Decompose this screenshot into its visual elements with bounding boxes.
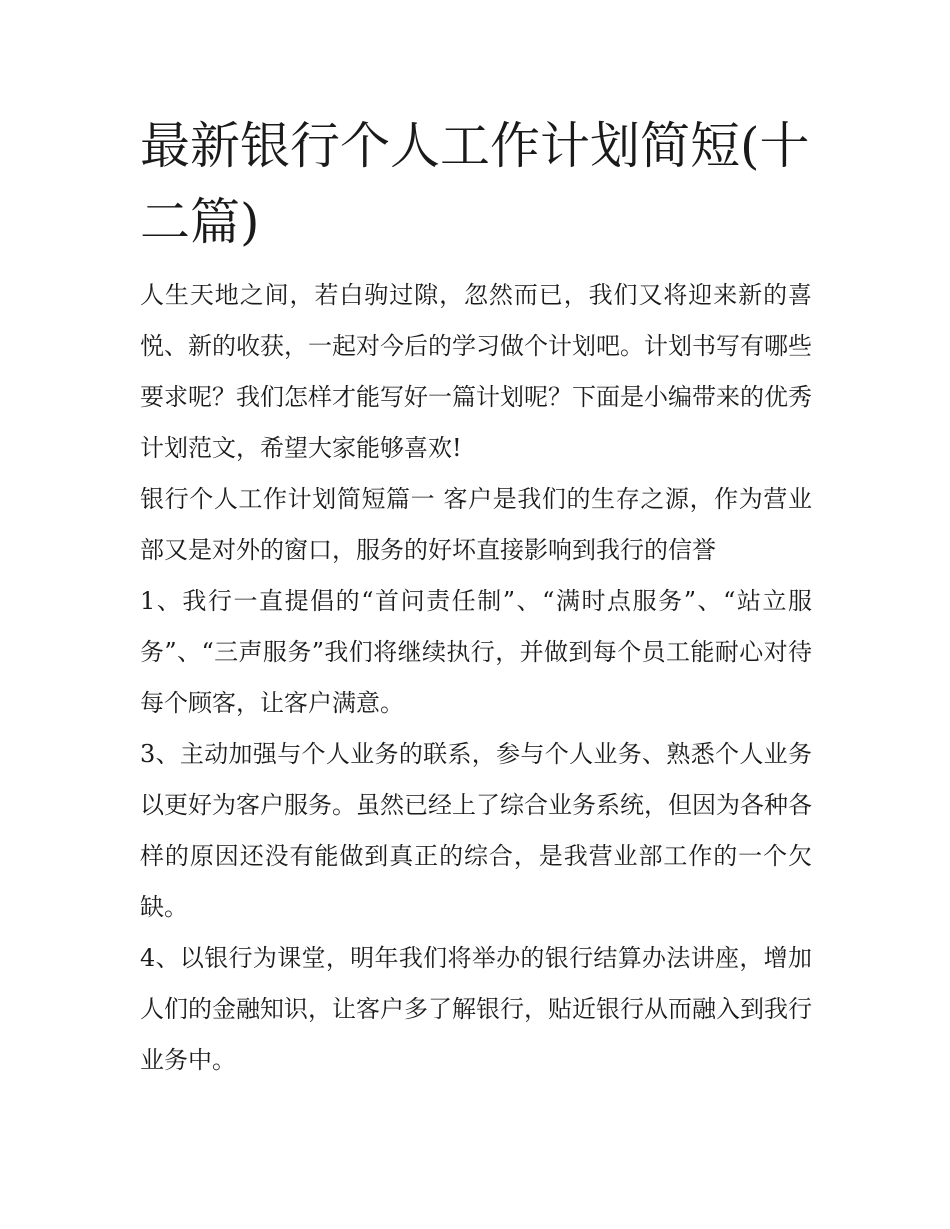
document-page [140,108,812,1086]
paragraph-section-one: 银行个人工作计划简短篇一 客户是我们的生存之源，作为营业部又是对外的窗口，服务的好坏直接影响到我行的信誉 [140,485,812,564]
paragraph-intro: 人生天地之间，若白驹过隙，忽然而已，我们又将迎来新的喜悦、新的收获，一起对今后的学习做个计划吧。计划书写有哪些要求呢？我们怎样才能写好一篇计划呢？下面是小编带来的优秀计划范文，希望大家能够喜欢! [140,281,812,462]
paragraph-item-1: 1、我行一直提倡的“首问责任制”、“满时点服务”、“站立服务”、“三声服务”我们将继续执行，并做到每个员工能耐心对待每个顾客，让客户满意。 [140,587,812,717]
paragraph-item-4: 4、以银行为课堂，明年我们将举办的银行结算办法讲座，增加人们的金融知识，让客户多了解银行，贴近银行从而融入到我行业务中。 [140,944,812,1074]
document-title: 最新银行个人工作计划简短(十二篇) [140,117,810,251]
paragraph-item-3: 3、主动加强与个人业务的联系，参与个人业务、熟悉个人业务以更好为客户服务。虽然已经上了综合业务系统，但因为各种各样的原因还没有能做到真正的综合，是我营业部工作的一个欠缺。 [140,740,812,921]
